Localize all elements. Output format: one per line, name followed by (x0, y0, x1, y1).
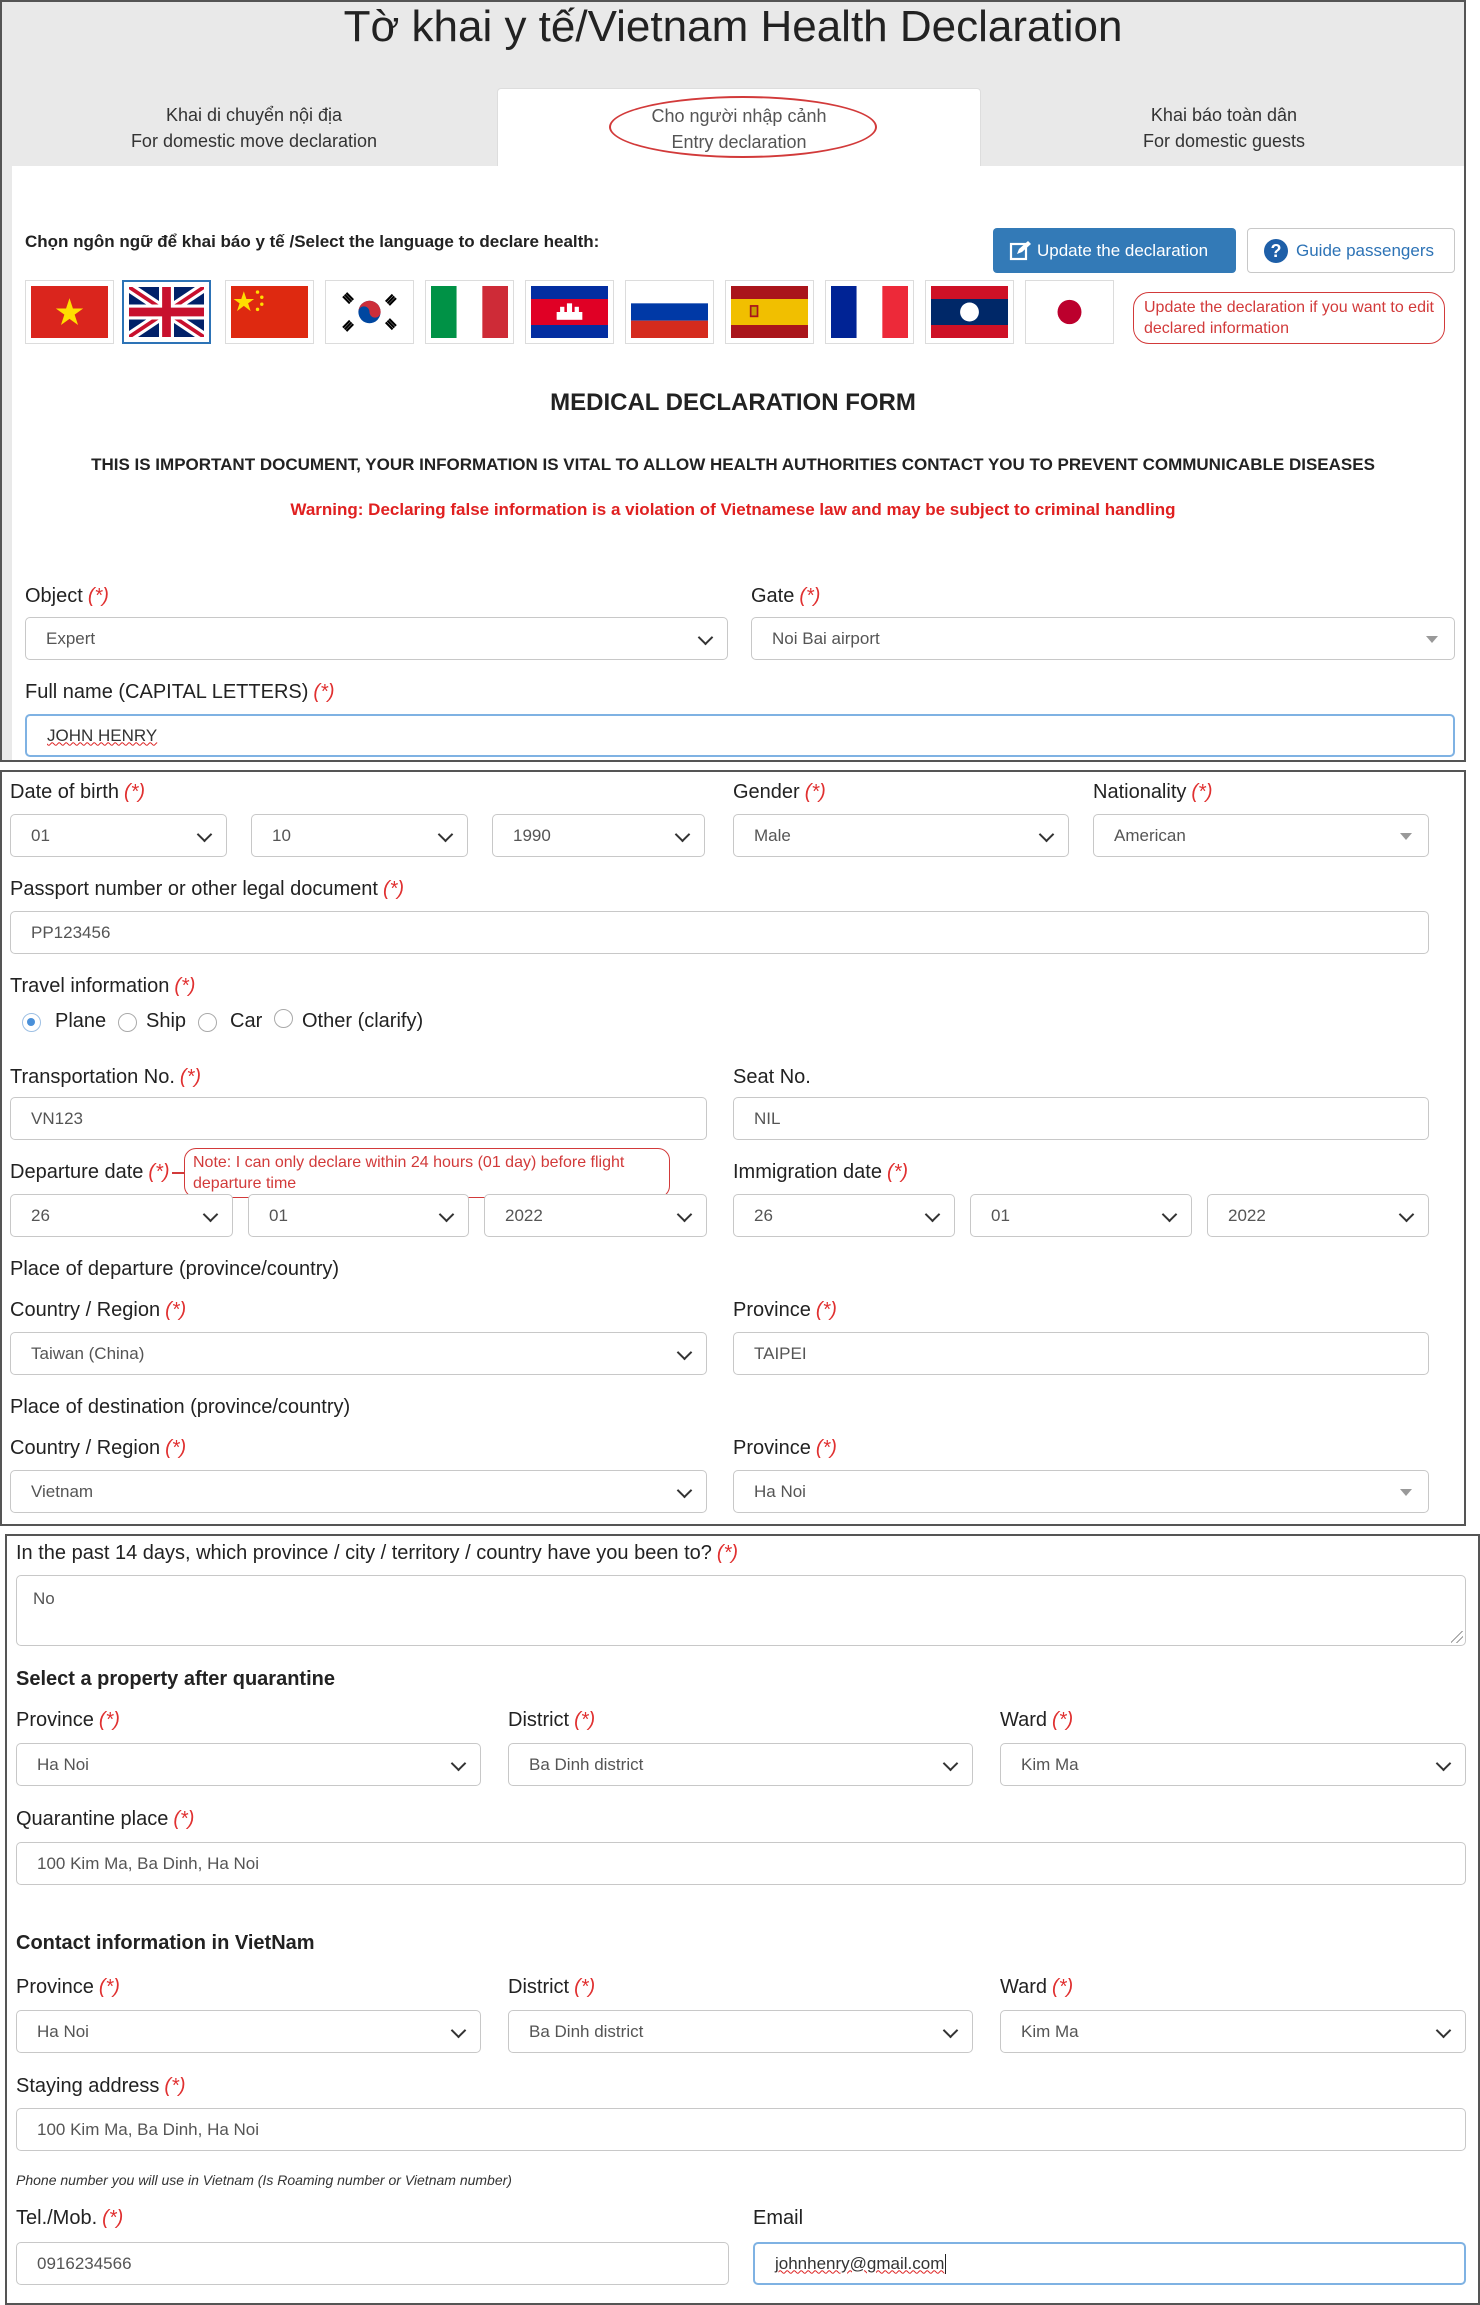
q-province-label: Province (*) (16, 1709, 120, 1731)
france-flag[interactable] (825, 280, 914, 344)
car-option-label: Car (230, 1010, 263, 1032)
c-district-label: District (*) (508, 1976, 596, 1998)
dob-label: Date of birth (*) (10, 781, 146, 803)
phone-hint: Phone number you will use in Vietnam (Is Roaming number or Vietnam number) (16, 2172, 512, 2188)
place-destination-heading: Place of destination (province/country) (10, 1396, 351, 1418)
immigration-month-select[interactable]: 01 (970, 1194, 1192, 1237)
passport-label: Passport number or other legal document (*) (10, 878, 405, 900)
laos-flag[interactable] (925, 280, 1014, 344)
entry-tab-highlight-ellipse (609, 96, 877, 158)
other-radio[interactable] (274, 1009, 293, 1028)
departure-note: Note: I can only declare within 24 hours (01 day) before flight departure time (184, 1148, 670, 1198)
transport-input[interactable]: VN123 (10, 1097, 707, 1140)
important-notice: THIS IS IMPORTANT DOCUMENT, YOUR INFORMATION IS VITAL TO ALLOW HEALTH AUTHORITIES CONTACT YOU TO PREVENT COMMUNICABLE DISEASES (91, 455, 1375, 474)
destination-province-label: Province (*) (733, 1437, 837, 1459)
fullname-label: Full name (CAPITAL LETTERS) (*) (25, 681, 335, 703)
email-label: Email (753, 2207, 804, 2229)
ship-option-label: Ship (146, 1010, 187, 1032)
tel-label: Tel./Mob. (*) (16, 2207, 124, 2229)
destination-country-label: Country / Region (*) (10, 1437, 187, 1459)
china-flag[interactable] (225, 280, 314, 344)
italy-flag[interactable] (425, 280, 514, 344)
russia-flag[interactable] (625, 280, 714, 344)
guide-passengers-button[interactable] (1247, 228, 1455, 273)
gender-label: Gender (*) (733, 781, 826, 803)
object-label: Object (*) (25, 585, 109, 607)
fullname-input[interactable]: JOHN HENRY (25, 714, 1455, 757)
tab-domestic-guests[interactable] (984, 88, 1464, 166)
q-province-select[interactable]: Ha Noi (16, 1743, 481, 1786)
quarantine-place-label: Quarantine place (*) (16, 1808, 195, 1830)
update-declaration-note: Update the declaration if you want to edit declared information (1133, 292, 1445, 344)
cambodia-flag[interactable] (525, 280, 614, 344)
passport-input[interactable]: PP123456 (10, 911, 1429, 954)
plane-option-label: Plane (55, 1010, 107, 1032)
tab-domestic-move[interactable] (14, 88, 494, 166)
tab-label-en: For domestic move declaration (130, 131, 378, 151)
guide-button-label: Guide passengers (1296, 240, 1434, 260)
q-district-label: District (*) (508, 1709, 596, 1731)
departure-country-select[interactable]: Taiwan (China) (10, 1332, 707, 1375)
tel-input[interactable]: 0916234566 (16, 2242, 729, 2285)
c-province-label: Province (*) (16, 1976, 120, 1998)
destination-province-select[interactable]: Ha Noi (733, 1470, 1429, 1513)
c-province-select[interactable]: Ha Noi (16, 2010, 481, 2053)
departure-day-select[interactable]: 26 (10, 1194, 233, 1237)
travel-label: Travel information (*) (10, 975, 196, 997)
departure-country-label: Country / Region (*) (10, 1299, 187, 1321)
text-cursor (945, 2254, 946, 2274)
warning-text: Warning: Declaring false information is a violation of Vietnamese law and may be subject to criminal handling (290, 500, 1176, 519)
tab-label-en: Entry declaration (671, 132, 807, 152)
quarantine-heading: Select a property after quarantine (16, 1668, 335, 1690)
ship-radio[interactable] (118, 1013, 137, 1032)
help-icon: ? (1264, 239, 1288, 263)
uk-flag[interactable] (122, 280, 211, 344)
tab-label-en: For domestic guests (1142, 131, 1306, 151)
other-option-label: Other (clarify) (302, 1010, 424, 1032)
q-ward-label: Ward (*) (1000, 1709, 1074, 1731)
gender-select[interactable]: Male (733, 814, 1069, 857)
destination-country-select[interactable]: Vietnam (10, 1470, 707, 1513)
gate-select[interactable]: Noi Bai airport (751, 617, 1455, 660)
contact-heading: Contact information in VietNam (16, 1932, 315, 1954)
email-input[interactable]: johnhenry@gmail.com (753, 2242, 1466, 2285)
c-ward-label: Ward (*) (1000, 1976, 1074, 1998)
update-declaration-button[interactable] (993, 228, 1236, 273)
language-prompt: Chọn ngôn ngữ để khai báo y tế /Select the language to declare health: (25, 232, 600, 251)
immigration-day-select[interactable]: 26 (733, 1194, 955, 1237)
staying-address-label: Staying address (*) (16, 2075, 186, 2097)
page-title: Tờ khai y tế/Vietnam Health Declaration (343, 2, 1123, 51)
nationality-label: Nationality (*) (1093, 781, 1213, 803)
korea-flag[interactable] (325, 280, 414, 344)
car-radio[interactable] (198, 1013, 217, 1032)
nationality-select[interactable]: American (1093, 814, 1429, 857)
tab-label-vi: Cho người nhập cảnh (651, 106, 827, 126)
q-ward-select[interactable]: Kim Ma (1000, 1743, 1466, 1786)
q-district-select[interactable]: Ba Dinh district (508, 1743, 973, 1786)
transport-label: Transportation No. (*) (10, 1066, 202, 1088)
bottom-panel (5, 1534, 1480, 2305)
quarantine-place-input[interactable]: 100 Kim Ma, Ba Dinh, Ha Noi (16, 1842, 1466, 1885)
resize-handle-icon[interactable] (1451, 1631, 1463, 1643)
departure-label: Departure date (*) (10, 1161, 170, 1183)
c-ward-select[interactable]: Kim Ma (1000, 2010, 1466, 2053)
gate-label: Gate (*) (751, 585, 821, 607)
departure-year-select[interactable]: 2022 (484, 1194, 707, 1237)
edit-icon (1009, 240, 1033, 262)
staying-address-input[interactable]: 100 Kim Ma, Ba Dinh, Ha Noi (16, 2108, 1466, 2151)
plane-radio[interactable] (22, 1013, 41, 1032)
past14-label: In the past 14 days, which province / city / territory / country have you been to? (*) (16, 1542, 739, 1564)
seat-label: Seat No. (733, 1066, 811, 1088)
place-departure-heading: Place of departure (province/country) (10, 1258, 340, 1280)
japan-flag[interactable] (1025, 280, 1114, 344)
departure-month-select[interactable]: 01 (248, 1194, 469, 1237)
tab-label-vi: Khai di chuyển nội địa (165, 105, 343, 125)
past14-textarea[interactable]: No (16, 1575, 1466, 1646)
vietnam-flag[interactable] (25, 280, 114, 344)
object-select[interactable]: Expert (25, 617, 728, 660)
dob-month-select[interactable]: 10 (251, 814, 468, 857)
departure-province-input[interactable]: TAIPEI (733, 1332, 1429, 1375)
c-district-select[interactable]: Ba Dinh district (508, 2010, 973, 2053)
immigration-label: Immigration date (*) (733, 1161, 909, 1183)
seat-input[interactable]: NIL (733, 1097, 1429, 1140)
immigration-year-select[interactable]: 2022 (1207, 1194, 1429, 1237)
dob-year-select[interactable]: 1990 (492, 814, 705, 857)
tab-label-vi: Khai báo toàn dân (1150, 105, 1298, 125)
dob-day-select[interactable]: 01 (10, 814, 227, 857)
spain-flag[interactable] (725, 280, 814, 344)
update-button-label: Update the declaration (1037, 240, 1209, 260)
departure-province-label: Province (*) (733, 1299, 837, 1321)
form-title: MEDICAL DECLARATION FORM (550, 389, 916, 416)
